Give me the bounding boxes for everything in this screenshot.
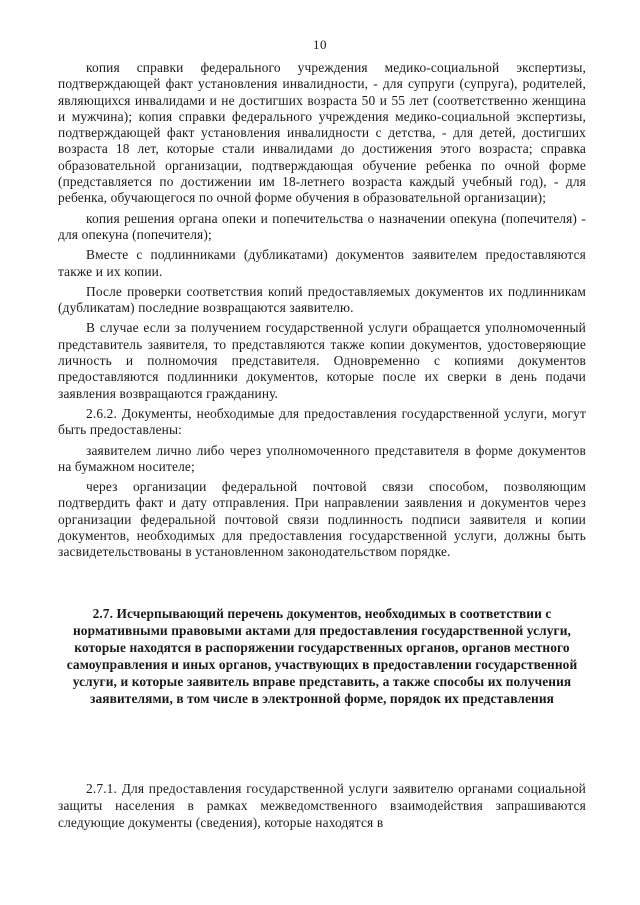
paragraph-2-7-1: 2.7.1. Для предоставления государственной услуги заявителю органами социальной защиты населения в рамках межведомственного взаимодействия запрашиваются следующие документы (сведения), которые находятся в [58, 781, 586, 830]
paragraph-2-6-2: 2.6.2. Документы, необходимые для предоставления государственной услуги, могут быть предоставлены: [58, 405, 586, 438]
paragraph-disability-certificates: копия справки федерального учреждения медико-социальной экспертизы, подтверждающей факт установления инвалидности, - для супруги (супруга), родителей, являющихся инвалидами и не достигших возраста 50 и 55 лет (соответственно женщина и мужчина); копия справки федерального учреждения медико-социальной экспертизы, подтверждающей факт установления инвалидности с детства, - для детей, достигших возраста 18 лет, которые стали инвалидами до достижения этого возраста; справка образовательной организации, подтверждающая обучение ребенка по очной форме (представляется по достижении им 18-летнего возраста каждый учебный год), - для ребенка, обучающегося по очной форме обучения в образовательной организации); [58, 60, 586, 206]
paragraph-in-person: заявителем лично либо через уполномоченного представителя в форме документов на бумажном носителе; [58, 442, 586, 474]
page-number: 10 [313, 37, 327, 52]
section-2-7-body [58, 780, 586, 831]
paragraph-authorized-representative: В случае если за получением государственной услуги обращается уполномоченный представитель заявителя, то представляются также копии документов, удостоверяющие личность и полномочия представителя. Одновременно с копиями документов предоставляются подлинники документов, которые после их сверки в день подачи заявления возвращаются гражданину. [58, 320, 586, 401]
paragraph-postal: через организации федеральной почтовой связи способом, позволяющим подтвердить факт и дату отправления. При направлении заявления и документов через организации федеральной почтовой связи подлинность подписи заявителя и копии документов, необходимых для предоставления государственной услуги, должны быть засвидетельствованы в установленном законодательством порядке. [58, 479, 586, 560]
paragraph-guardianship-decision: копия решения органа опеки и попечительства о назначении опекуна (попечителя) - для опекуна (попечителя); [58, 210, 586, 242]
section-heading-2-7: 2.7. Исчерпывающий перечень документов, необходимых в соответствии с нормативными правовыми актами для предоставления государственной услуги, которые находятся в распоряжении государственных органов, органов местного самоуправления и иных органов, участвующих в предоставлении государственной услуги, и которые заявитель вправе представить, а также способы их получения заявителями, в том числе в электронной форме, порядок их представления [66, 606, 578, 706]
paragraph-originals-and-copies: Вместе с подлинниками (дубликатами) документов заявителем предоставляются также и их копии. [58, 247, 586, 279]
paragraph-copies-verification: После проверки соответствия копий предоставляемых документов их подлинникам (дубликатам) последние возвращаются заявителю. [58, 283, 586, 316]
document-body [58, 60, 586, 561]
